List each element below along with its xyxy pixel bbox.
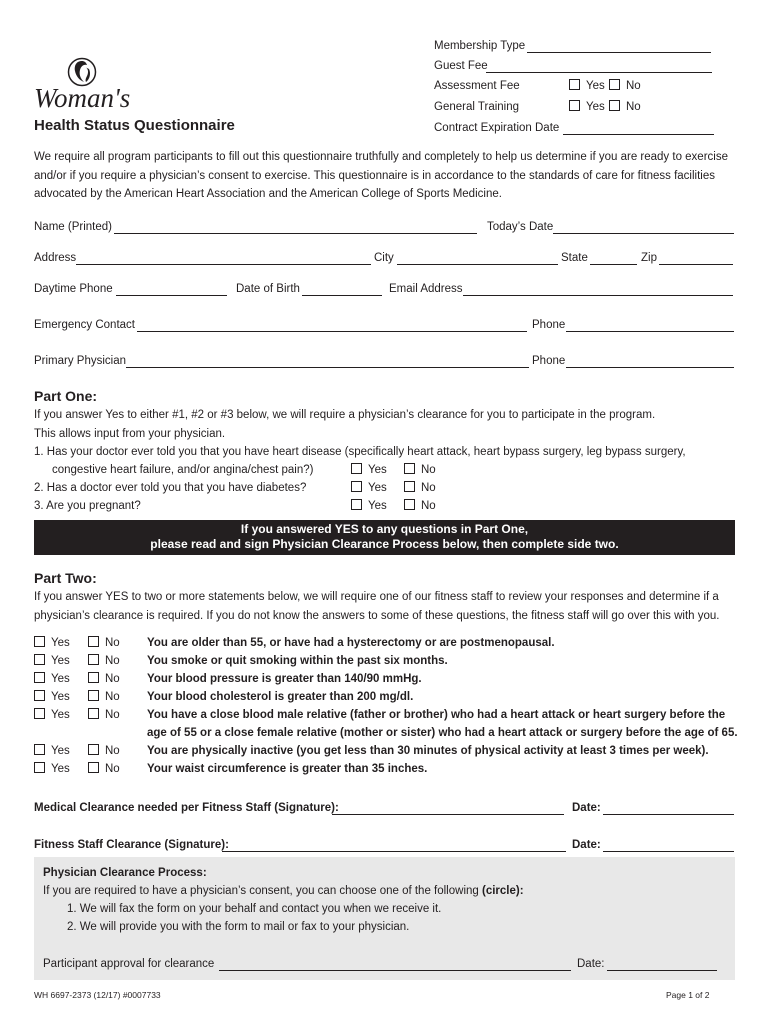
- zip-field[interactable]: [659, 251, 733, 265]
- checkbox[interactable]: [88, 762, 99, 773]
- participant-approval-signature[interactable]: [219, 957, 571, 971]
- todays-date-label: Today’s Date: [487, 221, 554, 233]
- checkbox[interactable]: [34, 672, 45, 683]
- checkbox[interactable]: [404, 463, 415, 474]
- checkbox[interactable]: [404, 499, 415, 510]
- fitness-staff-date-field[interactable]: [603, 838, 734, 852]
- question-1-cont: congestive heart failure, and/or angina/chest pain?): [52, 464, 314, 476]
- s7-yes[interactable]: Yes: [34, 762, 70, 776]
- logo-wordmark: Woman's: [34, 83, 131, 113]
- form-number: WH 6697-2373 (12/17) #0007733: [34, 990, 161, 1000]
- checkbox[interactable]: [88, 654, 99, 665]
- guest-fee-field[interactable]: [486, 59, 712, 73]
- checkbox[interactable]: [88, 744, 99, 755]
- q3-yes[interactable]: Yes: [351, 499, 387, 513]
- physician-clearance-intro: If you are required to have a physician’s consent, you can choose one of the following (circle):: [43, 885, 524, 897]
- primary-physician-field[interactable]: [126, 354, 529, 368]
- todays-date-field[interactable]: [553, 220, 734, 234]
- checkbox[interactable]: [34, 762, 45, 773]
- name-field[interactable]: [114, 220, 477, 234]
- guest-fee-label: Guest Fee: [434, 60, 488, 72]
- s2-yes[interactable]: Yes: [34, 654, 70, 668]
- fitness-staff-label: Fitness Staff Clearance (Signature):: [34, 839, 229, 851]
- s3-no[interactable]: No: [88, 672, 120, 686]
- clearance-option-2[interactable]: 2. We will provide you with the form to mail or fax to your physician.: [67, 921, 410, 933]
- general-training-no[interactable]: No: [609, 100, 641, 114]
- s4-yes[interactable]: Yes: [34, 690, 70, 704]
- address-field[interactable]: [76, 251, 371, 265]
- checkbox[interactable]: [609, 79, 620, 90]
- assessment-fee-label: Assessment Fee: [434, 80, 520, 92]
- intro-paragraph: We require all program participants to fill out this questionnaire truthfully and completely to help us determine if you are ready to exercise and/or if you require a physician’s consent to exercise. This questionnaire is in accordance to the standards of care for fitness facilities advocated by the American Heart Association and the American College of Sports Medicine.: [34, 151, 728, 200]
- contract-expiration-field[interactable]: [563, 121, 714, 135]
- physician-clearance-heading: Physician Clearance Process:: [43, 867, 207, 879]
- q1-no[interactable]: No: [404, 463, 436, 477]
- checkbox[interactable]: [351, 481, 362, 492]
- checkbox[interactable]: [88, 672, 99, 683]
- assessment-fee-yes[interactable]: Yes: [569, 79, 605, 93]
- address-label: Address: [34, 252, 77, 264]
- checkbox[interactable]: [351, 463, 362, 474]
- city-label: City: [374, 252, 394, 264]
- part-one-instructions-2: This allows input from your physician.: [34, 428, 226, 440]
- physician-phone-field[interactable]: [566, 354, 734, 368]
- checkbox[interactable]: [609, 100, 620, 111]
- checkbox[interactable]: [34, 744, 45, 755]
- s7-no[interactable]: No: [88, 762, 120, 776]
- checkbox[interactable]: [569, 100, 580, 111]
- medical-clearance-date-label: Date:: [572, 802, 601, 814]
- daytime-phone-field[interactable]: [116, 282, 227, 296]
- name-label: Name (Printed): [34, 221, 112, 233]
- s1-yes[interactable]: Yes: [34, 636, 70, 650]
- statement-5: You have a close blood male relative (father or brother) who had a heart attack or heart surgery before the: [147, 709, 726, 721]
- medical-clearance-date-field[interactable]: [603, 801, 734, 815]
- checkbox[interactable]: [34, 690, 45, 701]
- s6-yes[interactable]: Yes: [34, 744, 70, 758]
- question-2: 2. Has a doctor ever told you that you have diabetes?: [34, 482, 307, 494]
- statement-3: Your blood pressure is greater than 140/90 mmHg.: [147, 673, 422, 685]
- question-1: 1. Has your doctor ever told you that you have heart disease (specifically heart attack, heart bypass surgery, leg bypass surgery,: [34, 446, 686, 458]
- emergency-phone-field[interactable]: [566, 318, 734, 332]
- statement-7: Your waist circumference is greater than 35 inches.: [147, 763, 428, 775]
- participant-date-label: Date:: [577, 958, 605, 970]
- checkbox[interactable]: [88, 708, 99, 719]
- membership-type-label: Membership Type: [434, 40, 526, 52]
- email-label: Email Address: [389, 283, 463, 295]
- part-one-banner: [34, 520, 735, 555]
- part-two-heading: Part Two:: [34, 570, 97, 586]
- s3-yes[interactable]: Yes: [34, 672, 70, 686]
- fitness-staff-date-label: Date:: [572, 839, 601, 851]
- city-field[interactable]: [397, 251, 558, 265]
- s6-no[interactable]: No: [88, 744, 120, 758]
- fitness-staff-signature[interactable]: [222, 838, 566, 852]
- part-two-instructions: If you answer YES to two or more statements below, we will require one of our fitness staff to review your responses and determine if a physician’s clearance is required. If you do not know the answers to some of these questions, the fitness staff will go over this with you.: [34, 591, 720, 622]
- statement-4: Your blood cholesterol is greater than 200 mg/dl.: [147, 691, 414, 703]
- statement-2: You smoke or quit smoking within the past six months.: [147, 655, 448, 667]
- participant-date-field[interactable]: [607, 957, 717, 971]
- checkbox[interactable]: [351, 499, 362, 510]
- dob-label: Date of Birth: [236, 283, 300, 295]
- logo: [34, 57, 144, 113]
- s5-yes[interactable]: Yes: [34, 708, 70, 722]
- checkbox[interactable]: [34, 636, 45, 647]
- participant-approval-label: Participant approval for clearance: [43, 958, 215, 970]
- s5-no[interactable]: No: [88, 708, 120, 722]
- checkbox[interactable]: [88, 690, 99, 701]
- zip-label: Zip: [641, 252, 657, 264]
- primary-physician-label: Primary Physician: [34, 355, 127, 367]
- checkbox[interactable]: [404, 481, 415, 492]
- s4-no[interactable]: No: [88, 690, 120, 704]
- physician-clearance-box: [34, 857, 735, 980]
- banner-line-2: please read and sign Physician Clearance Process below, then complete side two.: [150, 537, 619, 551]
- statement-6: You are physically inactive (you get less than 30 minutes of physical activity at least 3 times per week).: [147, 745, 709, 757]
- emergency-phone-label: Phone: [532, 319, 566, 331]
- state-field[interactable]: [590, 251, 637, 265]
- s1-no[interactable]: No: [88, 636, 120, 650]
- assessment-fee-no[interactable]: No: [609, 79, 641, 93]
- medical-clearance-label: Medical Clearance needed per Fitness Staff (Signature):: [34, 802, 339, 814]
- page-title: Health Status Questionnaire: [34, 117, 235, 134]
- q2-yes[interactable]: Yes: [351, 481, 387, 495]
- s2-no[interactable]: No: [88, 654, 120, 668]
- page-number: Page 1 of 2: [666, 990, 710, 1000]
- membership-type-field[interactable]: [527, 39, 711, 53]
- statement-5-cont: age of 55 or a close female relative (mother or sister) who had a heart attack or surgery before the age of 65.: [147, 727, 738, 739]
- daytime-phone-label: Daytime Phone: [34, 283, 113, 295]
- emergency-contact-field[interactable]: [137, 318, 527, 332]
- q1-yes[interactable]: Yes: [351, 463, 387, 477]
- contract-expiration-label: Contract Expiration Date: [434, 122, 560, 134]
- checkbox[interactable]: [569, 79, 580, 90]
- general-training-yes[interactable]: Yes: [569, 100, 605, 114]
- checkbox[interactable]: [88, 636, 99, 647]
- state-label: State: [561, 252, 588, 264]
- physician-phone-label: Phone: [532, 355, 566, 367]
- email-field[interactable]: [463, 282, 733, 296]
- clearance-option-1[interactable]: 1. We will fax the form on your behalf and contact you when we receive it.: [67, 903, 442, 915]
- statement-1: You are older than 55, or have had a hysterectomy or are postmenopausal.: [147, 637, 555, 649]
- dob-field[interactable]: [302, 282, 382, 296]
- checkbox[interactable]: [34, 654, 45, 665]
- part-one-instructions: If you answer Yes to either #1, #2 or #3 below, we will require a physician’s clearance for you to participate in the program.: [34, 409, 656, 421]
- checkbox[interactable]: [34, 708, 45, 719]
- q2-no[interactable]: No: [404, 481, 436, 495]
- emergency-contact-label: Emergency Contact: [34, 319, 135, 331]
- question-3: 3. Are you pregnant?: [34, 500, 141, 512]
- banner-line-1: If you answered YES to any questions in Part One,: [240, 522, 529, 536]
- general-training-label: General Training: [434, 101, 520, 113]
- medical-clearance-signature[interactable]: [332, 801, 564, 815]
- part-one-heading: Part One:: [34, 388, 98, 404]
- q3-no[interactable]: No: [404, 499, 436, 513]
